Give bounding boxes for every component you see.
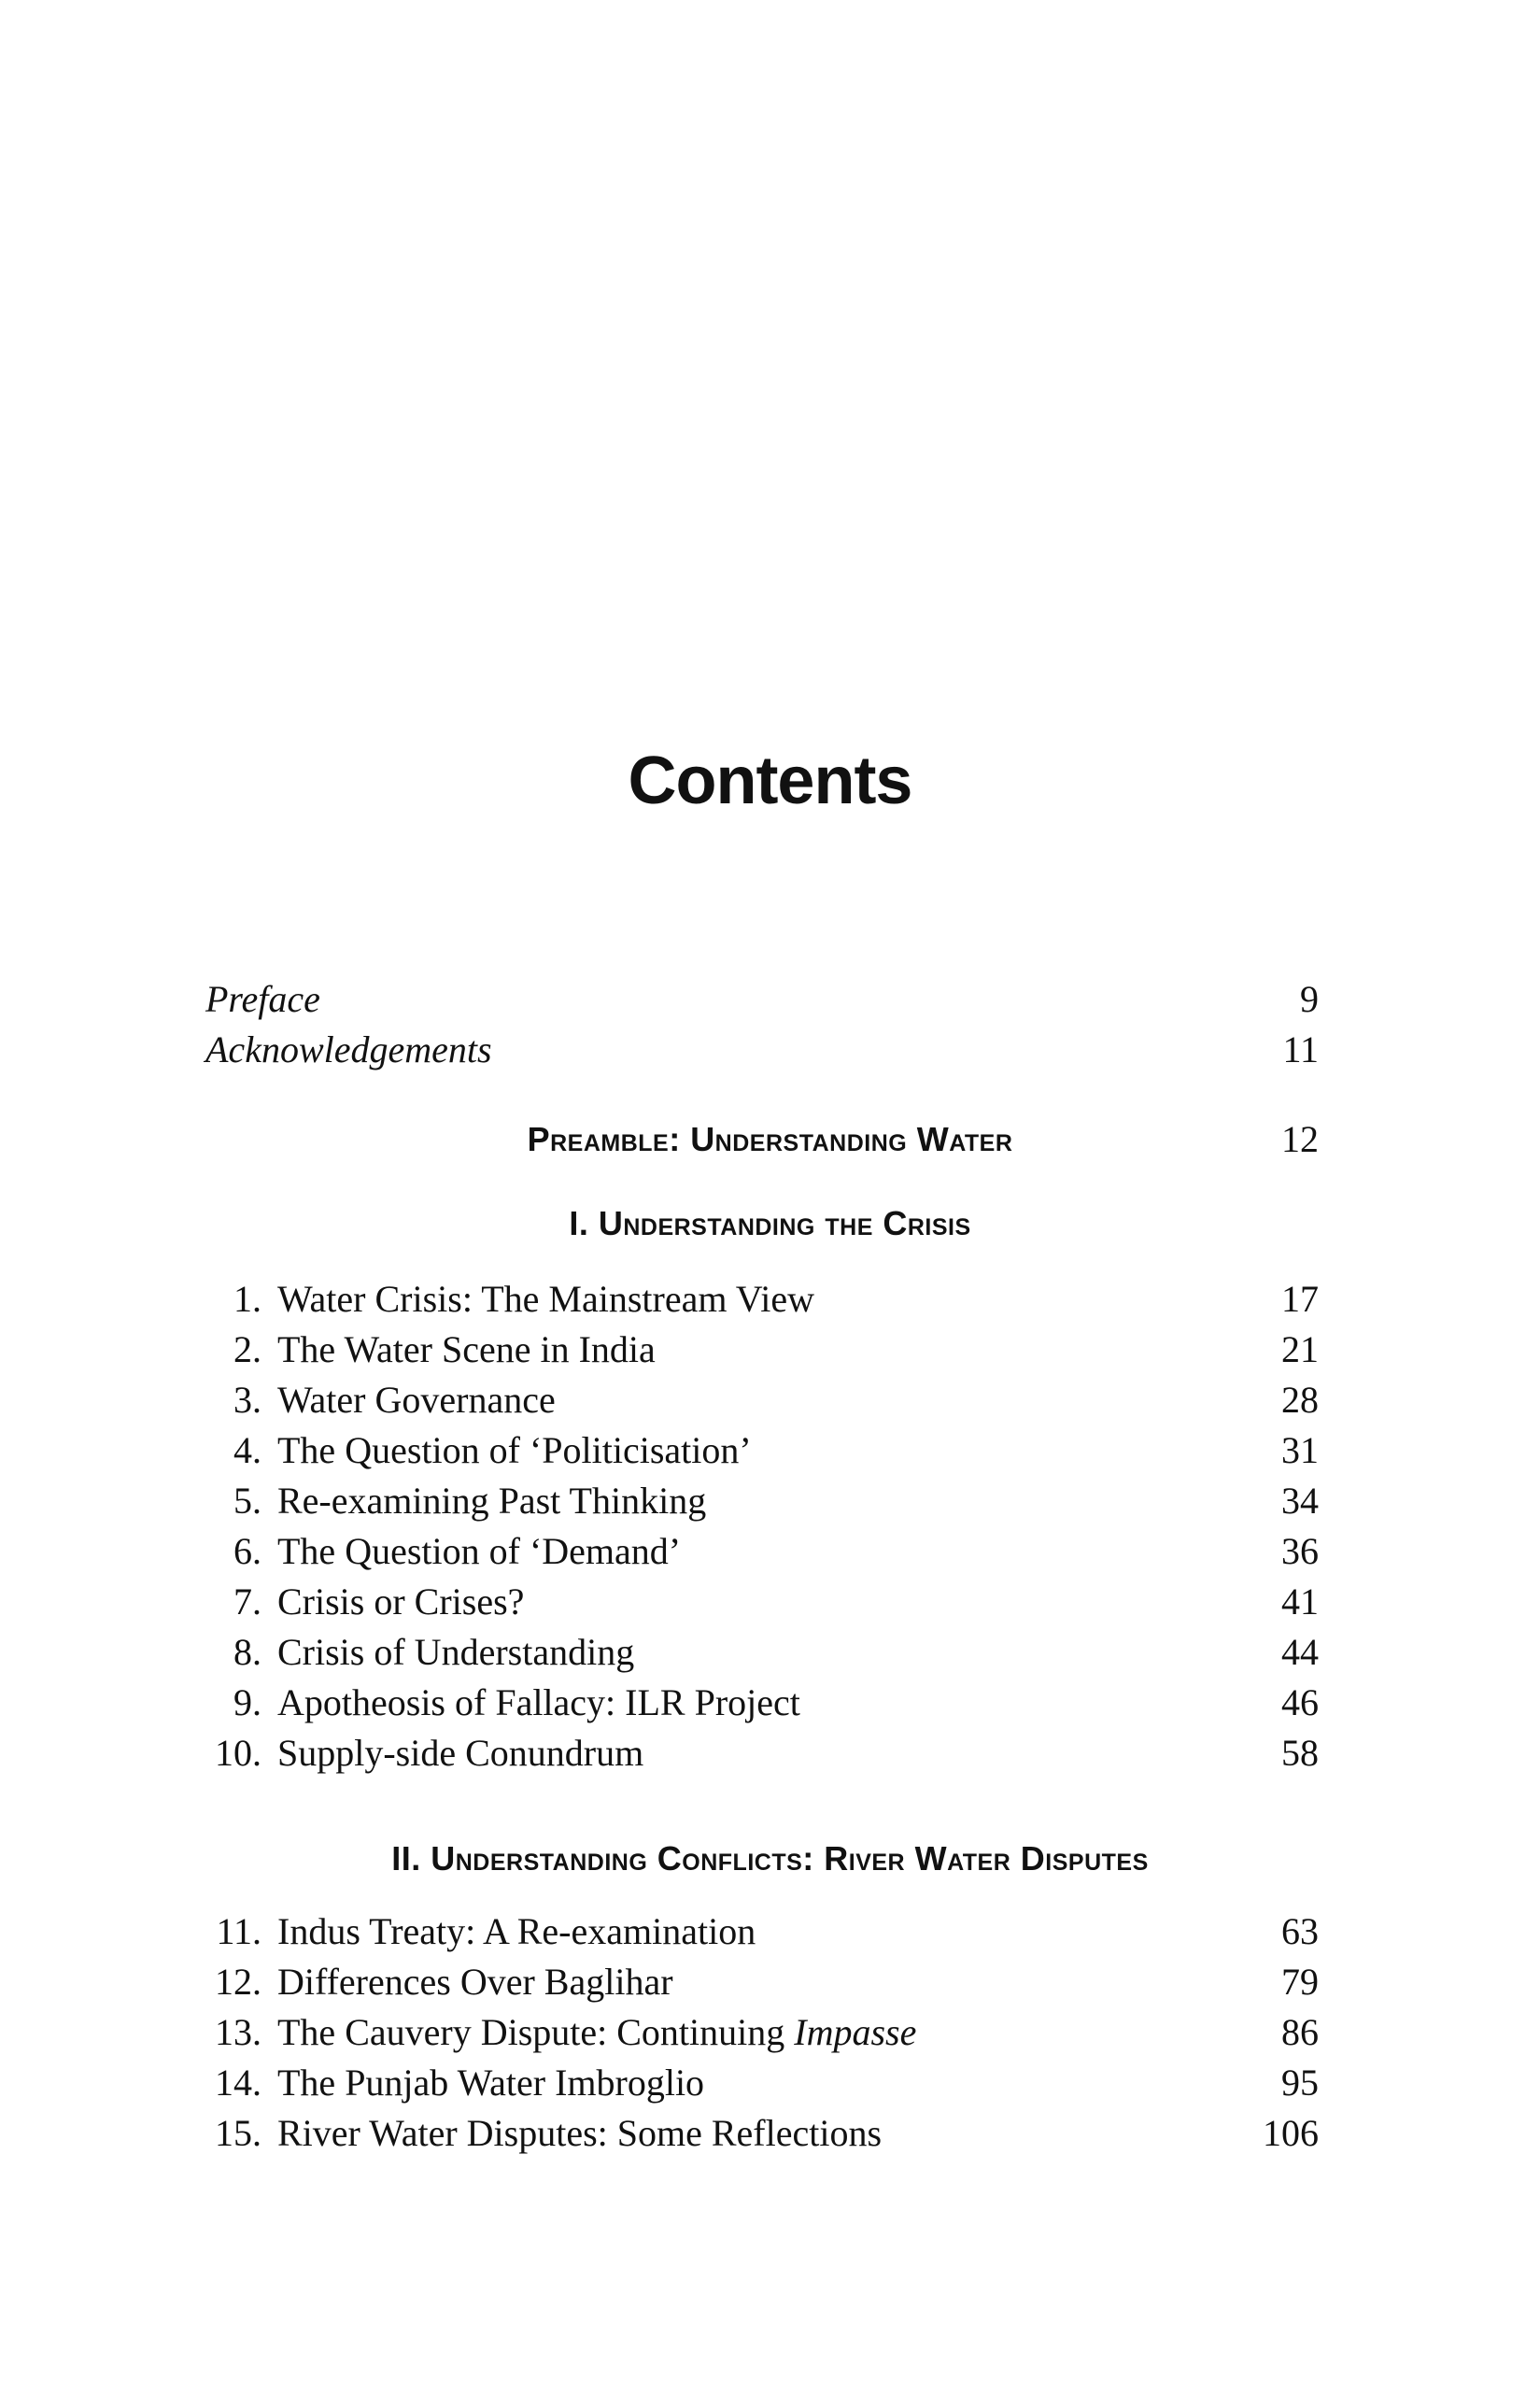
entry-number: 5. xyxy=(233,1480,261,1522)
entry-label: Apotheosis of Fallacy: ILR Project xyxy=(277,1681,800,1723)
entry-page: 34 xyxy=(1281,1480,1319,1522)
toc-entry[interactable] xyxy=(0,1957,1540,2007)
entry-label: The Water Scene in India xyxy=(277,1328,656,1370)
toc-entry[interactable] xyxy=(0,1728,1540,1779)
toc-entry[interactable] xyxy=(0,1678,1540,1728)
entry-page: 63 xyxy=(1281,1910,1319,1952)
entry-page: 44 xyxy=(1281,1631,1319,1673)
entry-label: Re-examining Past Thinking xyxy=(277,1480,707,1522)
toc-entry[interactable] xyxy=(0,1325,1540,1375)
entry-number: 2. xyxy=(233,1328,261,1370)
entry-label: The Question of ‘Demand’ xyxy=(277,1530,682,1572)
entry-number: 12. xyxy=(215,1961,261,2003)
entry-page: 11 xyxy=(1282,1028,1319,1070)
entry-label: Indus Treaty: A Re-examination xyxy=(277,1910,756,1952)
entry-label xyxy=(277,2007,916,2058)
preamble-heading: Preamble: Understanding Water xyxy=(527,1120,1013,1158)
entry-label: Crisis of Understanding xyxy=(277,1631,635,1673)
entry-number: 4. xyxy=(233,1429,261,1471)
entry-page: 58 xyxy=(1281,1732,1319,1774)
toc-entry-preface[interactable] xyxy=(0,974,1540,1025)
entry-page: 9 xyxy=(1300,978,1319,1020)
toc-entry[interactable] xyxy=(0,1577,1540,1627)
part1-heading: I. Understanding the Crisis xyxy=(569,1204,971,1242)
entry-number: 13. xyxy=(215,2011,261,2053)
entry-page: 12 xyxy=(1281,1118,1319,1160)
entry-label: Water Crisis: The Mainstream View xyxy=(277,1278,814,1320)
entry-number: 14. xyxy=(215,2062,261,2104)
toc-entry[interactable] xyxy=(0,1906,1540,1957)
entry-page: 36 xyxy=(1281,1530,1319,1572)
toc-entry[interactable] xyxy=(0,1274,1540,1325)
entry-page: 79 xyxy=(1281,1961,1319,2003)
entry-page: 31 xyxy=(1281,1429,1319,1471)
part-heading xyxy=(0,1198,1540,1249)
entry-page: 106 xyxy=(1263,2112,1319,2154)
entry-number: 8. xyxy=(233,1631,261,1673)
toc-entry[interactable] xyxy=(0,1526,1540,1577)
toc-entry[interactable] xyxy=(0,1425,1540,1476)
toc-entry[interactable] xyxy=(0,1627,1540,1678)
entry-number: 15. xyxy=(215,2112,261,2154)
entry-number: 6. xyxy=(233,1530,261,1572)
entry-label: River Water Disputes: Some Reflections xyxy=(277,2112,883,2154)
toc-entry[interactable] xyxy=(0,1476,1540,1526)
toc-entry[interactable] xyxy=(0,2058,1540,2108)
entry-label-text: The Cauvery Dispute: Continuing xyxy=(277,2011,795,2053)
entry-label: Supply-side Conundrum xyxy=(277,1732,644,1774)
entry-number: 9. xyxy=(233,1681,261,1723)
entry-page: 95 xyxy=(1281,2062,1319,2104)
entry-label: Acknowledgements xyxy=(205,1028,492,1070)
entry-label: Crisis or Crises? xyxy=(277,1580,525,1623)
part-heading xyxy=(0,1834,1540,1884)
entry-label: The Question of ‘Politicisation’ xyxy=(277,1429,752,1471)
page-title: Contents xyxy=(628,744,912,818)
entry-number: 11. xyxy=(216,1910,261,1952)
entry-number: 10. xyxy=(215,1732,261,1774)
entry-page: 41 xyxy=(1281,1580,1319,1623)
entry-page: 86 xyxy=(1281,2011,1319,2053)
entry-page: 21 xyxy=(1281,1328,1319,1370)
toc-entry[interactable] xyxy=(0,1375,1540,1425)
entry-label: Water Governance xyxy=(277,1379,556,1421)
entry-label: The Punjab Water Imbroglio xyxy=(277,2062,705,2104)
entry-number: 1. xyxy=(233,1278,261,1320)
entry-label: Differences Over Baglihar xyxy=(277,1961,673,2003)
toc-entry-preamble[interactable] xyxy=(0,1114,1540,1165)
entry-number: 7. xyxy=(233,1580,261,1623)
entry-page: 28 xyxy=(1281,1379,1319,1421)
toc-entry[interactable] xyxy=(0,2007,1540,2058)
part2-heading: II. Understanding Conflicts: River Water Disputes xyxy=(391,1839,1149,1878)
entry-label: Preface xyxy=(205,978,320,1020)
entry-page: 17 xyxy=(1281,1278,1319,1320)
entry-page: 46 xyxy=(1281,1681,1319,1723)
toc-entry-acknowledgements[interactable] xyxy=(0,1025,1540,1075)
toc-entry[interactable] xyxy=(0,2108,1540,2159)
entry-label-italic: Impasse xyxy=(794,2011,917,2053)
entry-number: 3. xyxy=(233,1379,261,1421)
